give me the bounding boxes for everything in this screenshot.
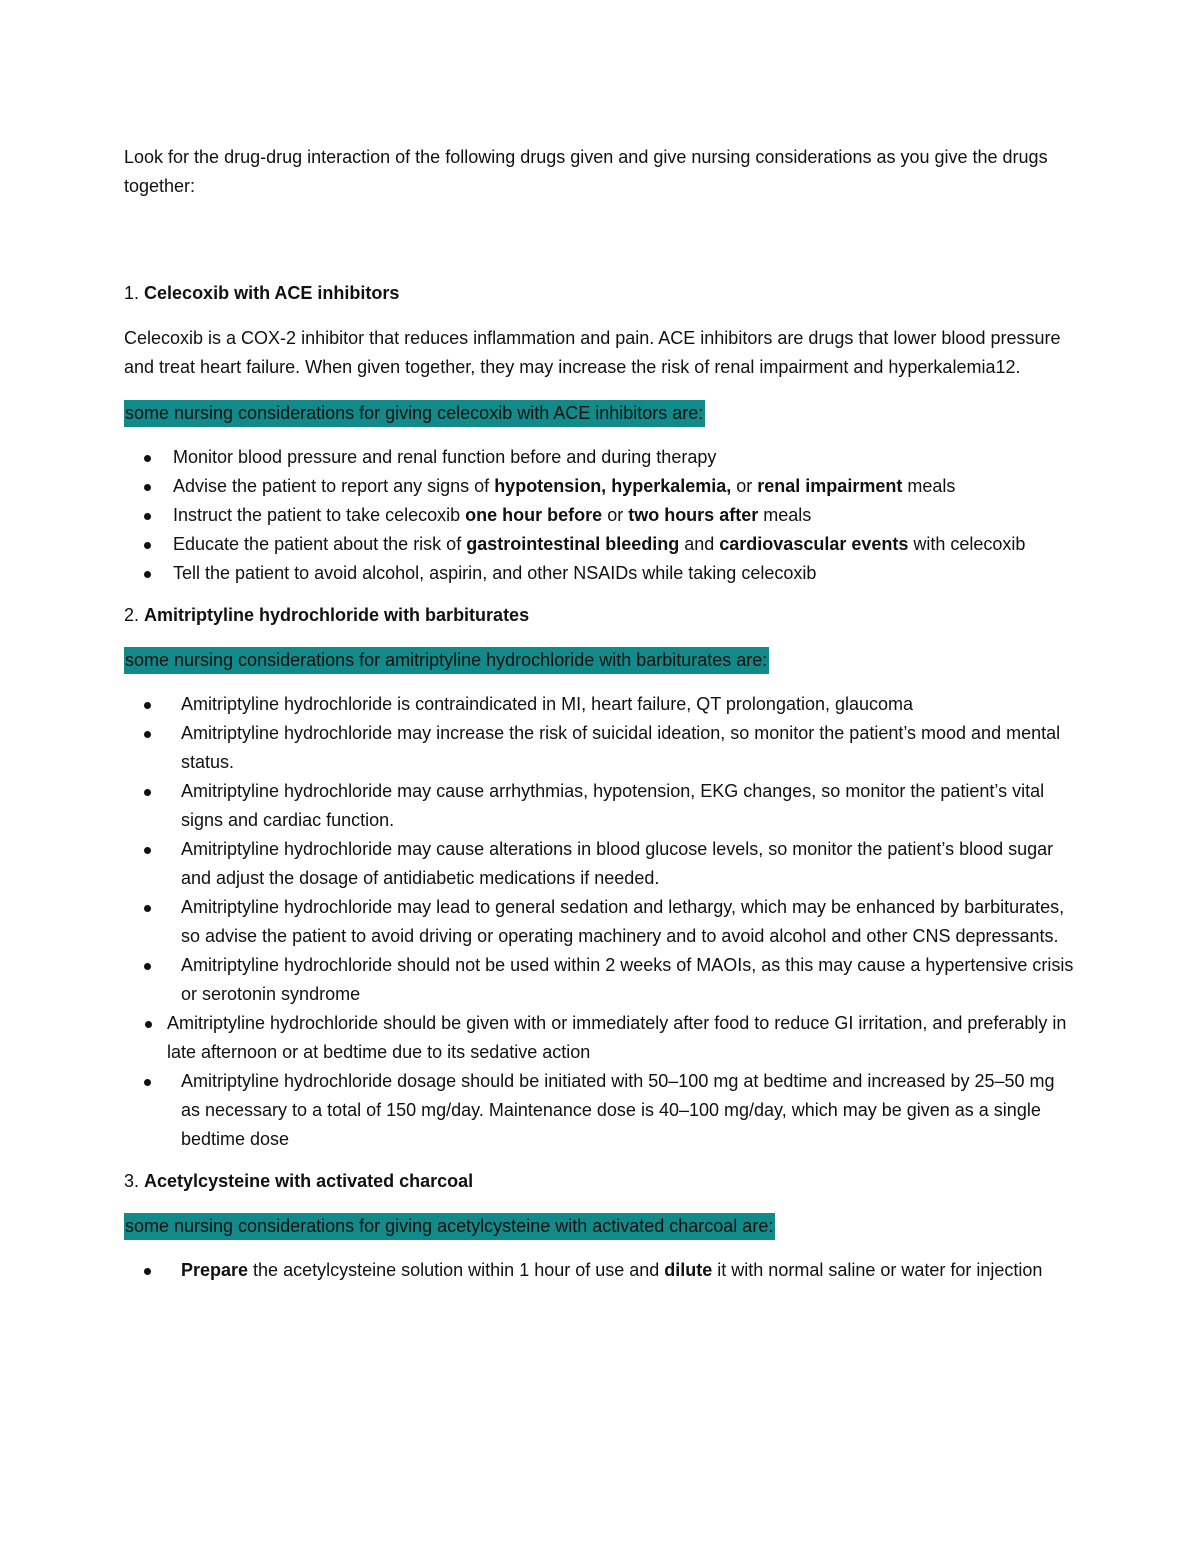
section-3-bullet-list bbox=[124, 1256, 1074, 1285]
section-2-considerations-heading bbox=[124, 646, 1074, 675]
section-3-considerations-heading bbox=[124, 1212, 1074, 1241]
highlighted-text: some nursing considerations for giving acetylcysteine with activated charcoal are: bbox=[124, 1213, 775, 1240]
section-2-bullet-list bbox=[124, 690, 1074, 1154]
section-title: Acetylcysteine with activated charcoal bbox=[144, 1171, 474, 1191]
list-item: Amitriptyline hydrochloride should be given with or immediately after food to reduce GI irritation, and preferably in late afternoon or at bedtime due to its sedative action bbox=[124, 1009, 1074, 1067]
list-item: Tell the patient to avoid alcohol, aspirin, and other NSAIDs while taking celecoxib bbox=[124, 559, 1074, 588]
section-number: 2. bbox=[124, 605, 140, 625]
list-item: Advise the patient to report any signs of hypotension, hyperkalemia, or renal impairment meals bbox=[124, 472, 1074, 501]
list-item: Instruct the patient to take celecoxib one hour before or two hours after meals bbox=[124, 501, 1074, 530]
list-item: Educate the patient about the risk of gastrointestinal bleeding and cardiovascular events with celecoxib bbox=[124, 530, 1074, 559]
section-number: 3. bbox=[124, 1171, 140, 1191]
list-item: Amitriptyline hydrochloride may lead to general sedation and lethargy, which may be enhanced by barbiturates, so advise the patient to avoid driving or operating machinery and to avoid alcohol and other CNS depressants. bbox=[124, 893, 1074, 951]
section-1-considerations-heading bbox=[124, 399, 1074, 428]
section-1-description: Celecoxib is a COX-2 inhibitor that reduces inflammation and pain. ACE inhibitors are drugs that lower blood pressure and treat heart failure. When given together, they may increase the risk of renal impairment and hyperkalemia12. bbox=[124, 328, 1061, 377]
section-1-heading bbox=[124, 279, 1074, 308]
highlighted-text: some nursing considerations for giving celecoxib with ACE inhibitors are: bbox=[124, 400, 705, 427]
list-item: Prepare the acetylcysteine solution within 1 hour of use and dilute it with normal saline or water for injection bbox=[124, 1256, 1074, 1285]
list-item: Amitriptyline hydrochloride may increase the risk of suicidal ideation, so monitor the patient’s mood and mental status. bbox=[124, 719, 1074, 777]
section-title: Celecoxib with ACE inhibitors bbox=[144, 283, 400, 303]
section-3-heading bbox=[124, 1167, 1074, 1196]
document-body bbox=[124, 143, 1074, 1298]
section-title: Amitriptyline hydrochloride with barbiturates bbox=[144, 605, 530, 625]
section-number: 1. bbox=[124, 283, 140, 303]
list-item: Amitriptyline hydrochloride may cause alterations in blood glucose levels, so monitor the patient’s blood sugar and adjust the dosage of antidiabetic medications if needed. bbox=[124, 835, 1074, 893]
list-item: Amitriptyline hydrochloride is contraindicated in MI, heart failure, QT prolongation, glaucoma bbox=[124, 690, 1074, 719]
section-2-heading bbox=[124, 601, 1074, 630]
list-item: Amitriptyline hydrochloride may cause arrhythmias, hypotension, EKG changes, so monitor the patient’s vital signs and cardiac function. bbox=[124, 777, 1074, 835]
highlighted-text: some nursing considerations for amitriptyline hydrochloride with barbiturates are: bbox=[124, 647, 769, 674]
intro-text: Look for the drug-drug interaction of the following drugs given and give nursing considerations as you give the drugs together: bbox=[124, 147, 1048, 196]
list-item: Amitriptyline hydrochloride dosage should be initiated with 50–100 mg at bedtime and increased by 25–50 mg as necessary to a total of 150 mg/day. Maintenance dose is 40–100 mg/day, which may be given as a single bedtime dose bbox=[124, 1067, 1074, 1154]
section-1-bullet-list bbox=[124, 443, 1074, 588]
list-item: Monitor blood pressure and renal function before and during therapy bbox=[124, 443, 1074, 472]
list-item: Amitriptyline hydrochloride should not be used within 2 weeks of MAOIs, as this may cause a hypertensive crisis or serotonin syndrome bbox=[124, 951, 1074, 1009]
